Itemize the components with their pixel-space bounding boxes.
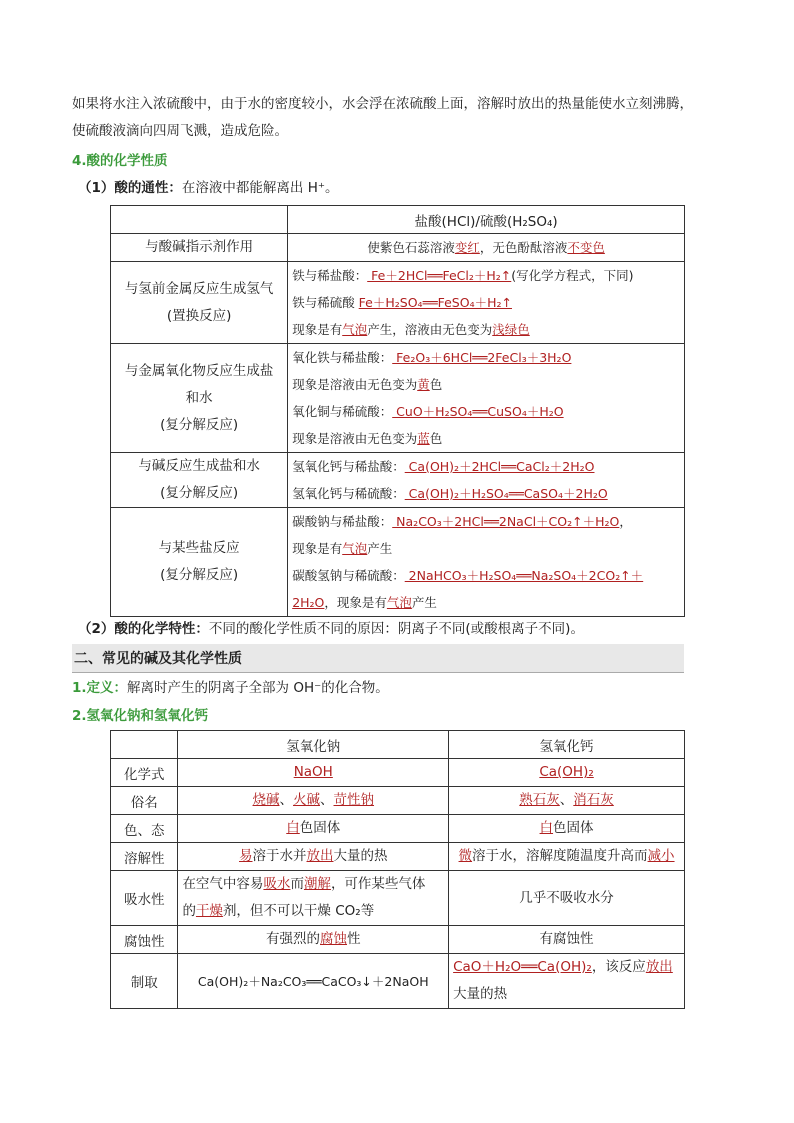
reaction-type-label: [111, 453, 288, 508]
bases-table-row: [111, 871, 685, 926]
intro-paragraph: [72, 91, 722, 145]
text-line: [292, 289, 680, 316]
answer-text: 变红: [454, 240, 480, 255]
line-text: 产生: [367, 541, 393, 556]
answer-text: 不变色: [567, 240, 605, 255]
text-line: [292, 371, 680, 398]
acid-table-header: 盐酸(HCl)/硫酸(H₂SO₄): [288, 206, 685, 234]
caoh-value: [449, 787, 685, 815]
definition-label: 1.定义：: [72, 680, 128, 696]
answer-text: 2NaHCO₃＋H₂SO₄══Na₂SO₄＋2CO₂↑＋: [404, 568, 644, 583]
sub2-text: 不同的酸化学性质不同的原因：阴离子不同(或酸根离子不同)。: [208, 621, 584, 637]
label-line: (置换反应): [166, 307, 232, 324]
naoh-value: [178, 787, 449, 815]
text-line: [182, 968, 444, 995]
bases-table: [110, 730, 685, 1009]
label-line: 和水: [185, 389, 213, 406]
acid-special-properties: [78, 617, 584, 637]
answer-text: Ca(OH)₂: [539, 764, 594, 780]
caoh-value: [449, 926, 685, 954]
bases-table-row: [111, 787, 685, 815]
bases-table-row: [111, 954, 685, 1009]
text-line: [182, 898, 444, 925]
answer-text: 干燥: [195, 903, 223, 919]
text-line: [182, 759, 444, 786]
answer-text: 潮解: [303, 876, 331, 892]
line-text: 有强烈的: [266, 931, 321, 947]
answer-text: 蓝: [417, 431, 430, 446]
line-text: ，无色酚酞溶液: [479, 240, 568, 255]
line-text: 铁与稀硫酸: [292, 295, 359, 310]
answer-text: 放出: [645, 959, 673, 975]
reaction-description: [288, 453, 685, 508]
text-line: [292, 234, 680, 261]
line-text: 有腐蚀性: [539, 931, 594, 947]
reaction-type-label: [111, 262, 288, 344]
naoh-value: [178, 926, 449, 954]
answer-text: Fe₂O₃＋6HCl══2FeCl₃＋3H₂O: [392, 350, 572, 365]
line-text: 产生: [411, 595, 437, 610]
caoh-value: [449, 871, 685, 926]
label-line: 与氢前金属反应生成氢气: [124, 280, 274, 297]
answer-text: 黄: [417, 377, 430, 392]
acid-table-row: [111, 508, 685, 617]
base-definition: [72, 675, 722, 702]
property-label: 制取: [111, 954, 178, 1009]
property-label: 色、态: [111, 815, 178, 843]
line-text: 铁与稀盐酸：: [292, 268, 368, 283]
text-line: [453, 843, 680, 870]
answer-text: 消石灰: [573, 792, 614, 808]
text-line: [292, 508, 680, 535]
reaction-description: [288, 262, 685, 344]
line-text: 色: [429, 377, 443, 392]
answer-text: Ca(OH)₂＋H₂SO₄══CaSO₄＋2H₂O: [404, 486, 608, 501]
line-text: 色: [429, 431, 443, 446]
text-line: [182, 787, 444, 814]
line-text: 几乎不吸收水分: [519, 889, 614, 906]
line-text: ，该反应: [591, 959, 646, 975]
text-line: [453, 954, 680, 981]
answer-text: 苛性钠: [333, 792, 375, 808]
text-line: [292, 535, 680, 562]
line-text: 在空气中容易: [182, 876, 264, 892]
line-text: 现象是有: [292, 541, 343, 556]
answer-text: 火碱: [293, 792, 321, 808]
acid-properties-table: [110, 205, 685, 617]
answer-text: 吸水: [263, 876, 291, 892]
text-line: [453, 981, 680, 1008]
label-line: 与酸碱指示剂作用: [145, 239, 254, 255]
line-text: 溶于水并: [252, 848, 307, 864]
naoh-value: [178, 815, 449, 843]
label-line: 与碱反应生成盐和水: [138, 458, 260, 474]
acid-table-row: [111, 262, 685, 344]
text-line: [292, 589, 680, 616]
acid-table-header-row: [111, 206, 685, 234]
definition-text: 解离时产生的阴离子全部为 OH⁻的化合物。: [127, 680, 389, 696]
answer-text: 易: [239, 848, 253, 864]
label-line: (复分解反应): [160, 567, 239, 583]
naoh-value: [178, 954, 449, 1009]
naoh-value: [178, 843, 449, 871]
answer-text: 白: [539, 820, 554, 836]
naoh-value: [178, 871, 449, 926]
label-line: 与某些盐反应: [158, 540, 240, 556]
answer-text: CaO＋H₂O══Ca(OH)₂: [453, 959, 592, 975]
section-4-heading: 4.酸的化学性质: [72, 153, 168, 169]
text-line: [292, 262, 680, 289]
answer-text: 白: [286, 820, 300, 836]
caoh-value: [449, 843, 685, 871]
reaction-description: [288, 234, 685, 262]
text-line: [292, 480, 680, 507]
bases-table-row: [111, 926, 685, 954]
acid-table-row: [111, 344, 685, 453]
text-line: [292, 425, 680, 452]
section-2-title: 二、常见的碱及其化学性质: [74, 651, 242, 667]
acid-table-row: [111, 234, 685, 262]
sub1-text: 在溶液中都能解离出 H⁺。: [181, 180, 339, 196]
bases-table-row: [111, 815, 685, 843]
line-text: 的: [182, 903, 196, 919]
naoh-value: [178, 759, 449, 787]
label-line: (复分解反应): [160, 416, 239, 433]
answer-text: Na₂CO₃＋2HCl══2NaCl＋CO₂↑＋H₂O: [392, 514, 620, 529]
caoh-value: [449, 759, 685, 787]
caoh-value: [449, 954, 685, 1009]
answer-text: CuO＋H₂SO₄══CuSO₄＋H₂O: [392, 404, 564, 419]
bases-table-row: [111, 759, 685, 787]
bases-table-corner: [111, 731, 178, 759]
property-label: 溶解性: [111, 843, 178, 871]
text-line: [453, 926, 680, 953]
line-text: 而: [290, 876, 304, 892]
property-label: 吸水性: [111, 871, 178, 926]
line-text: 碳酸钠与稀盐酸：: [292, 514, 393, 529]
line-text: 性: [347, 931, 361, 947]
sub2-label: （2）酸的化学特性：: [78, 621, 209, 637]
bases-heading: 2.氢氧化钠和氢氧化钙: [72, 708, 209, 724]
reaction-description: [288, 344, 685, 453]
line-text: 、: [279, 792, 294, 808]
answer-text: 腐蚀: [320, 931, 348, 947]
section-bar: [72, 644, 684, 673]
line-text: 色固体: [299, 820, 341, 836]
line-text: 产生，溶液由无色变为: [367, 322, 493, 337]
line-text: 大量的热: [333, 848, 388, 864]
acid-table-row: [111, 453, 685, 508]
label-line: 与金属氧化物反应生成盐: [124, 362, 274, 379]
answer-text: 气泡: [342, 322, 368, 337]
answer-text: 微: [458, 848, 473, 864]
line-text: 大量的热: [453, 986, 508, 1002]
answer-text: 减小: [647, 848, 675, 864]
line-text: 碳酸氢钠与稀硫酸：: [292, 568, 405, 583]
line-text: 现象是溶液由无色变为: [292, 431, 418, 446]
answer-text: 放出: [306, 848, 334, 864]
text-line: [182, 871, 444, 898]
reaction-type-label: [111, 508, 288, 617]
sub1-label: （1）酸的通性：: [78, 180, 182, 196]
reaction-type-label: [111, 234, 288, 262]
line-text: (写化学方程式，下同): [511, 268, 634, 283]
text-line: [292, 316, 680, 343]
line-text: 氧化铁与稀盐酸：: [292, 350, 393, 365]
line-text: 、: [559, 792, 574, 808]
caoh-value: [449, 815, 685, 843]
reaction-description: [288, 508, 685, 617]
property-label: 俗名: [111, 787, 178, 815]
property-label: 化学式: [111, 759, 178, 787]
acid-table-corner: [111, 206, 288, 234]
line-text: ，现象是有: [324, 595, 387, 610]
line-text: 氧化铜与稀硫酸：: [292, 404, 393, 419]
text-line: [182, 843, 444, 870]
line-text: 现象是有: [292, 322, 343, 337]
answer-text: 气泡: [342, 541, 368, 556]
line-text: Ca(OH)₂＋Na₂CO₃══CaCO₃↓＋2NaOH: [197, 973, 429, 989]
text-line: [453, 885, 680, 912]
text-line: [453, 759, 680, 786]
answer-text: Fe＋H₂SO₄══FeSO₄＋H₂↑: [358, 295, 512, 310]
caoh-column-header: 氢氧化钙: [449, 731, 685, 759]
answer-text: 气泡: [386, 595, 412, 610]
text-line: [453, 815, 680, 842]
text-line: [292, 562, 680, 589]
text-line: [182, 926, 444, 953]
text-line: [292, 453, 680, 480]
text-line: [292, 398, 680, 425]
line-text: 、: [320, 792, 334, 808]
line-text: ，可作某些气体: [330, 876, 426, 892]
intro-line-1: 如果将水注入浓硫酸中，由于水的密度较小，水会浮在浓硫酸上面，溶解时放出的热量能使水立刻沸腾，: [72, 96, 693, 112]
reaction-type-label: [111, 344, 288, 453]
answer-text: 浅绿色: [492, 322, 530, 337]
bases-table-header-row: [111, 731, 685, 759]
line-text: 现象是溶液由无色变为: [292, 377, 418, 392]
line-text: 色固体: [553, 820, 594, 836]
answer-text: 2H₂O: [292, 595, 325, 610]
label-line: (复分解反应): [160, 485, 239, 501]
line-text: 氢氧化钙与稀盐酸：: [292, 459, 405, 474]
line-text: 使紫色石蕊溶液: [367, 240, 455, 255]
naoh-column-header: 氢氧化钠: [178, 731, 449, 759]
intro-line-2: 使硫酸液滴向四周飞溅，造成危险。: [72, 123, 288, 139]
answer-text: Ca(OH)₂＋2HCl══CaCl₂＋2H₂O: [404, 459, 595, 474]
line-text: ，: [619, 514, 632, 529]
text-line: [453, 787, 680, 814]
answer-text: NaOH: [293, 764, 333, 780]
answer-text: 烧碱: [252, 792, 280, 808]
bases-table-row: [111, 843, 685, 871]
acid-general-properties: [78, 176, 338, 196]
text-line: [292, 344, 680, 371]
text-line: [182, 815, 444, 842]
line-text: 溶于水，溶解度随温度升高而: [472, 848, 648, 864]
line-text: 氢氧化钙与稀硫酸：: [292, 486, 405, 501]
property-label: 腐蚀性: [111, 926, 178, 954]
line-text: 剂，但不可以干燥 CO₂等: [222, 903, 375, 919]
answer-text: Fe＋2HCl══FeCl₂＋H₂↑: [367, 268, 512, 283]
answer-text: 熟石灰: [519, 792, 560, 808]
